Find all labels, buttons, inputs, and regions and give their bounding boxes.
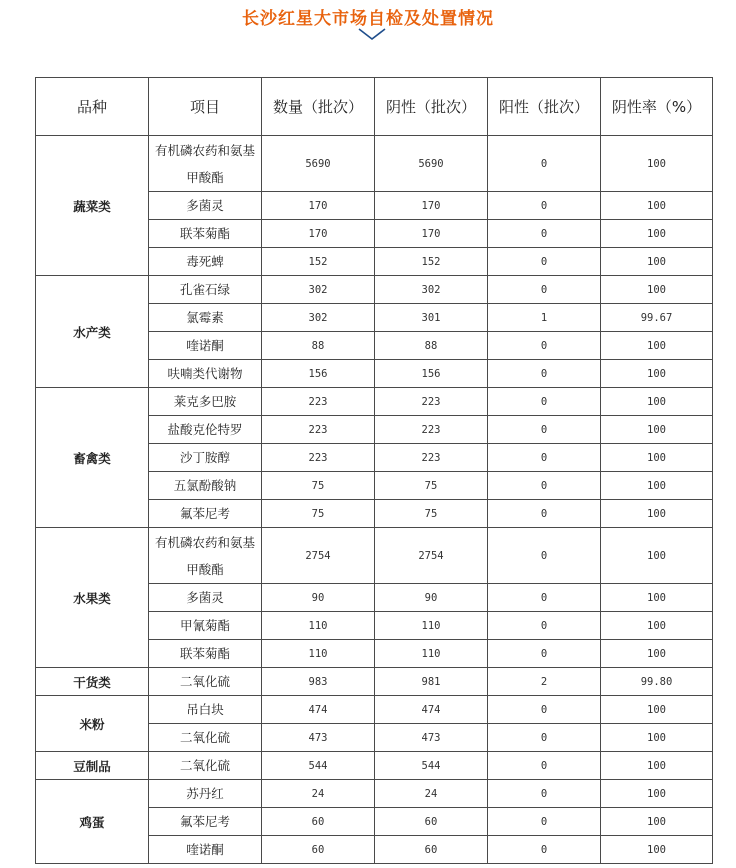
rate-cell: 100 [601,472,713,500]
rate-cell: 100 [601,360,713,388]
rate-cell: 100 [601,220,713,248]
item-cell: 有机磷农药和氨基甲酸酯 [149,136,262,192]
positive-cell: 0 [488,752,601,780]
count-cell: 75 [262,500,375,528]
negative-cell: 152 [375,248,488,276]
category-cell: 米粉 [36,696,149,752]
count-cell: 223 [262,388,375,416]
rate-cell: 100 [601,444,713,472]
item-cell: 二氧化硫 [149,668,262,696]
negative-cell: 75 [375,500,488,528]
item-cell: 联苯菊酯 [149,220,262,248]
item-cell: 多菌灵 [149,192,262,220]
count-cell: 223 [262,444,375,472]
negative-cell: 223 [375,416,488,444]
negative-cell: 110 [375,612,488,640]
title-area [0,0,736,50]
positive-cell: 0 [488,416,601,444]
item-cell: 孔雀石绿 [149,276,262,304]
count-cell: 90 [262,584,375,612]
positive-cell: 0 [488,528,601,584]
rate-cell: 100 [601,416,713,444]
negative-cell: 110 [375,640,488,668]
positive-cell: 0 [488,500,601,528]
category-cell: 畜禽类 [36,388,149,528]
negative-cell: 60 [375,836,488,864]
item-cell: 毒死蜱 [149,248,262,276]
item-cell: 五氯酚酸钠 [149,472,262,500]
item-cell: 甲氰菊酯 [149,612,262,640]
count-cell: 24 [262,780,375,808]
table-row [36,276,713,304]
negative-cell: 223 [375,388,488,416]
header-category: 品种 [36,78,149,136]
item-cell: 吊白块 [149,696,262,724]
item-cell: 氟苯尼考 [149,808,262,836]
count-cell: 110 [262,640,375,668]
count-cell: 473 [262,724,375,752]
positive-cell: 0 [488,276,601,304]
negative-cell: 156 [375,360,488,388]
positive-cell: 1 [488,304,601,332]
page-title: 长沙红星大市场自检及处置情况 [242,9,494,29]
item-cell: 氯霉素 [149,304,262,332]
count-cell: 60 [262,836,375,864]
count-cell: 170 [262,192,375,220]
inspection-table [35,77,713,864]
item-cell: 呋喃类代谢物 [149,360,262,388]
negative-cell: 170 [375,192,488,220]
positive-cell: 0 [488,808,601,836]
negative-cell: 223 [375,444,488,472]
positive-cell: 0 [488,472,601,500]
item-cell: 苏丹红 [149,780,262,808]
negative-cell: 544 [375,752,488,780]
table-row [36,752,713,780]
category-cell: 蔬菜类 [36,136,149,276]
rate-cell: 100 [601,612,713,640]
rate-cell: 100 [601,836,713,864]
count-cell: 2754 [262,528,375,584]
negative-cell: 981 [375,668,488,696]
rate-cell: 100 [601,696,713,724]
positive-cell: 0 [488,696,601,724]
negative-cell: 301 [375,304,488,332]
positive-cell: 0 [488,584,601,612]
positive-cell: 0 [488,360,601,388]
positive-cell: 0 [488,192,601,220]
positive-cell: 0 [488,332,601,360]
table-row [36,388,713,416]
rate-cell: 100 [601,192,713,220]
positive-cell: 0 [488,136,601,192]
positive-cell: 0 [488,724,601,752]
count-cell: 88 [262,332,375,360]
positive-cell: 0 [488,444,601,472]
header-positive: 阳性（批次） [488,78,601,136]
table-row [36,668,713,696]
category-cell: 豆制品 [36,752,149,780]
item-cell: 莱克多巴胺 [149,388,262,416]
negative-cell: 473 [375,724,488,752]
rate-cell: 100 [601,500,713,528]
count-cell: 75 [262,472,375,500]
chevron-down-icon [358,27,386,41]
table-row [36,136,713,192]
rate-cell: 100 [601,248,713,276]
table-row [36,696,713,724]
rate-cell: 100 [601,388,713,416]
rate-cell: 100 [601,528,713,584]
item-cell: 二氧化硫 [149,752,262,780]
item-cell: 多菌灵 [149,584,262,612]
item-cell: 喹诺酮 [149,836,262,864]
count-cell: 223 [262,416,375,444]
count-cell: 152 [262,248,375,276]
rate-cell: 100 [601,808,713,836]
negative-cell: 88 [375,332,488,360]
item-cell: 联苯菊酯 [149,640,262,668]
rate-cell: 100 [601,752,713,780]
negative-cell: 170 [375,220,488,248]
count-cell: 302 [262,304,375,332]
item-cell: 盐酸克伦特罗 [149,416,262,444]
positive-cell: 0 [488,836,601,864]
header-rate: 阴性率（%） [601,78,713,136]
count-cell: 156 [262,360,375,388]
item-cell: 二氧化硫 [149,724,262,752]
table-row [36,780,713,808]
count-cell: 544 [262,752,375,780]
rate-cell: 100 [601,332,713,360]
positive-cell: 0 [488,640,601,668]
count-cell: 170 [262,220,375,248]
item-cell: 沙丁胺醇 [149,444,262,472]
header-item: 项目 [149,78,262,136]
count-cell: 60 [262,808,375,836]
rate-cell: 100 [601,276,713,304]
negative-cell: 60 [375,808,488,836]
rate-cell: 100 [601,780,713,808]
rate-cell: 99.80 [601,668,713,696]
positive-cell: 0 [488,220,601,248]
table-row [36,528,713,584]
header-row [36,78,713,136]
negative-cell: 474 [375,696,488,724]
category-cell: 鸡蛋 [36,780,149,864]
count-cell: 474 [262,696,375,724]
count-cell: 5690 [262,136,375,192]
negative-cell: 75 [375,472,488,500]
count-cell: 302 [262,276,375,304]
positive-cell: 0 [488,248,601,276]
category-cell: 干货类 [36,668,149,696]
item-cell: 有机磷农药和氨基甲酸酯 [149,528,262,584]
positive-cell: 0 [488,780,601,808]
rate-cell: 100 [601,136,713,192]
header-negative: 阴性（批次） [375,78,488,136]
category-cell: 水果类 [36,528,149,668]
rate-cell: 99.67 [601,304,713,332]
table-body [36,136,713,864]
category-cell: 水产类 [36,276,149,388]
negative-cell: 2754 [375,528,488,584]
positive-cell: 0 [488,612,601,640]
positive-cell: 2 [488,668,601,696]
negative-cell: 302 [375,276,488,304]
positive-cell: 0 [488,388,601,416]
rate-cell: 100 [601,584,713,612]
negative-cell: 90 [375,584,488,612]
rate-cell: 100 [601,640,713,668]
count-cell: 983 [262,668,375,696]
header-count: 数量（批次） [262,78,375,136]
negative-cell: 5690 [375,136,488,192]
item-cell: 氟苯尼考 [149,500,262,528]
count-cell: 110 [262,612,375,640]
rate-cell: 100 [601,724,713,752]
item-cell: 喹诺酮 [149,332,262,360]
negative-cell: 24 [375,780,488,808]
